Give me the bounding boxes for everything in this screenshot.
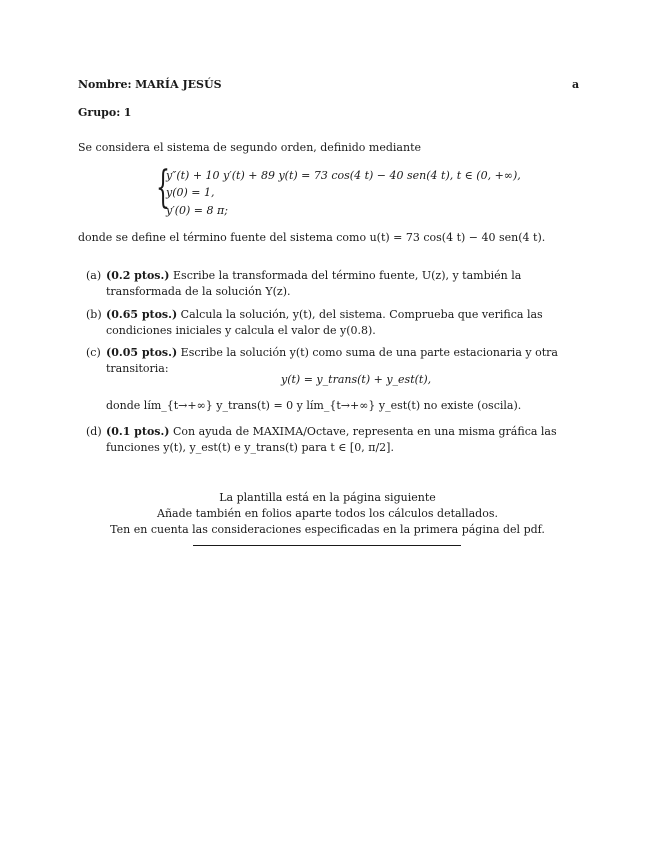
system-equation-1: y″(t) + 10 y′(t) + 89 y(t) = 73 cos(4 t) − 40 sen(4 t), t ∈ (0, +∞), [166, 169, 521, 182]
group-line [78, 106, 131, 119]
question-d-points: (0.1 ptos.) [106, 425, 170, 438]
question-b-text: Calcula la solución, y(t), del sistema. Comprueba que verifica las condiciones iniciales y calcula el valor de y(0.8). [106, 308, 543, 337]
footer-rule [193, 545, 461, 546]
exam-variant: a [572, 78, 580, 91]
question-b-label: (b) [86, 308, 102, 321]
question-a-label: (a) [86, 269, 102, 282]
question-d [86, 424, 579, 460]
question-b [86, 307, 579, 339]
decomposition-equation: y(t) = y_trans(t) + y_est(t), [281, 373, 432, 386]
question-d-text: Con ayuda de MAXIMA/Octave, representa en una misma gráfica las funciones y(t), y_est(t) e y_trans(t) para t ∈ [0, π/2]. [106, 425, 557, 454]
question-a-points: (0.2 ptos.) [106, 269, 170, 282]
question-d-label: (d) [86, 425, 102, 438]
limit-note: donde lím_{t→+∞} y_trans(t) = 0 y lím_{t→+∞} y_est(t) no existe (oscila). [106, 399, 522, 412]
question-b-points: (0.65 ptos.) [106, 308, 178, 321]
question-a-text: Escribe la transformada del término fuente, U(z), y también la transformada de la solución Y(z). [106, 269, 522, 298]
question-a-body [106, 268, 579, 300]
footer-line-1: La plantilla está en la página siguiente [219, 491, 436, 504]
group-label: Grupo: [78, 106, 121, 119]
footer-line-3: Ten en cuenta las consideraciones especificadas en la primera página del pdf. [110, 523, 545, 536]
question-d-body [106, 424, 579, 456]
student-name: MARÍA JESÚS [135, 78, 222, 91]
question-a [86, 268, 579, 300]
question-c-points: (0.05 ptos.) [106, 346, 178, 359]
question-c-label: (c) [86, 346, 101, 359]
name-label: Nombre: [78, 78, 132, 91]
intro-text: Se considera el sistema de segundo orden, definido mediante [78, 141, 421, 154]
question-c-text: Escribe la solución y(t) como suma de una parte estacionaria y otra transitoria: [106, 346, 558, 375]
question-b-body [106, 307, 579, 339]
student-name-line [78, 78, 222, 91]
system-equation-2: y(0) = 1, [166, 186, 215, 199]
system-brace: { [156, 162, 170, 213]
footer-line-2: Añade también en folios aparte todos los cálculos detallados. [157, 507, 498, 520]
system-equation-3: y′(0) = 8 π; [166, 204, 228, 217]
source-definition: donde se define el término fuente del sistema como u(t) = 73 cos(4 t) − 40 sen(4 t). [78, 231, 546, 244]
group-value: 1 [123, 106, 132, 119]
